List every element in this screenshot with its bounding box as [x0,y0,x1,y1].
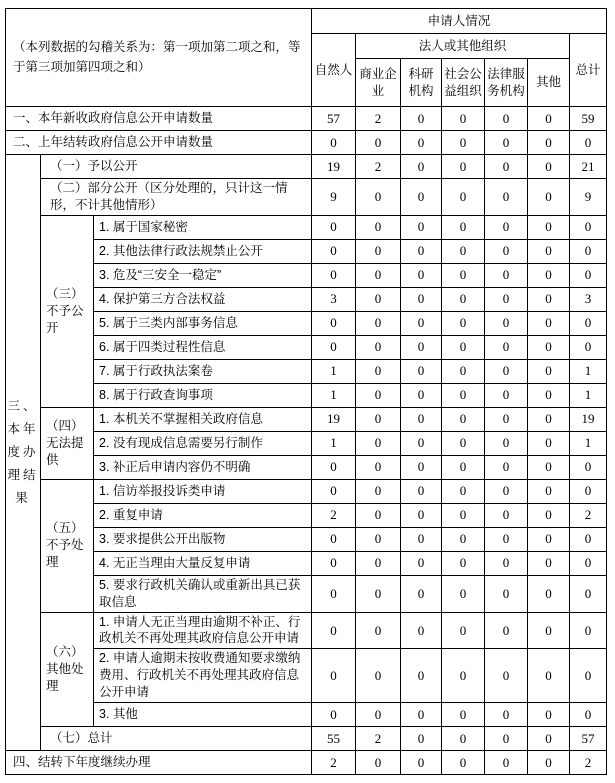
value-cell: 0 [401,479,442,503]
value-cell: 0 [356,455,401,479]
value-cell: 0 [356,503,401,527]
value-cell: 59 [570,107,607,131]
value-cell: 2 [356,155,401,179]
value-cell: 19 [312,155,356,179]
value-cell: 0 [570,702,607,726]
row-unavailable-not-held [6,407,607,431]
value-cell: 0 [528,527,570,551]
row-other-overdue-correction [6,612,607,649]
value-cell: 0 [570,311,607,335]
value-cell: 0 [570,239,607,263]
value-cell: 0 [401,155,442,179]
value-cell: 0 [356,407,401,431]
value-cell: 0 [528,455,570,479]
header-org-research: 科研机构 [401,59,442,107]
value-cell: 0 [528,311,570,335]
value-cell: 0 [570,551,607,575]
value-cell: 0 [401,287,442,311]
value-cell: 0 [528,383,570,407]
row-label-denied-state-secret: 1. 属于国家秘密 [94,215,312,239]
row-label-notprocessed-confirm-obtained: 5. 要求行政机关确认或重新出具已获取信息 [94,575,312,612]
section-label-annual-results: 三、本年度办理结果 [6,155,41,751]
value-cell: 0 [570,479,607,503]
value-cell: 0 [485,335,528,359]
value-cell: 0 [401,612,442,649]
value-cell: 0 [442,575,485,612]
value-cell: 0 [401,215,442,239]
row-label-notprocessed-publications: 3. 要求提供公开出版物 [94,527,312,551]
group-label-not-processed: （五）不予处理 [41,479,94,612]
value-cell: 0 [442,239,485,263]
row-granted-partial [6,179,607,216]
value-cell: 0 [312,215,356,239]
value-cell: 0 [401,431,442,455]
row-new-requests [6,107,607,131]
value-cell: 0 [528,726,570,750]
value-cell: 0 [312,551,356,575]
value-cell: 0 [356,431,401,455]
value-cell: 2 [312,503,356,527]
value-cell: 0 [442,407,485,431]
value-cell: 0 [356,131,401,155]
value-cell: 0 [356,551,401,575]
row-denied-process-info [6,335,607,359]
value-cell: 0 [485,431,528,455]
value-cell: 0 [442,750,485,774]
row-notprocessed-repeated [6,551,607,575]
value-cell: 19 [570,407,607,431]
value-cell: 0 [401,527,442,551]
value-cell: 57 [570,726,607,750]
value-cell: 1 [312,431,356,455]
header-natural-person: 自然人 [312,34,356,107]
value-cell: 0 [570,263,607,287]
value-cell: 0 [570,649,607,703]
row-label-granted-full: （一）予以公开 [41,155,312,179]
value-cell: 0 [312,575,356,612]
value-cell: 0 [485,527,528,551]
row-label-denied-process-info: 6. 属于四类过程性信息 [94,335,312,359]
value-cell: 0 [528,155,570,179]
row-label-denied-internal-affairs: 5. 属于三类内部事务信息 [94,311,312,335]
value-cell: 0 [528,215,570,239]
row-label-granted-partial: （二）部分公开（区分处理的，只计这一情形，不计其他情形） [41,179,312,216]
value-cell: 0 [485,503,528,527]
row-other-overdue-payment [6,649,607,703]
value-cell: 0 [356,649,401,703]
row-other-other [6,702,607,726]
value-cell: 0 [401,335,442,359]
value-cell: 0 [485,263,528,287]
value-cell: 0 [356,263,401,287]
value-cell: 0 [528,649,570,703]
value-cell: 0 [356,239,401,263]
value-cell: 0 [401,649,442,703]
value-cell: 19 [312,407,356,431]
value-cell: 0 [528,750,570,774]
row-label-denied-law-prohibited: 2. 其他法律行政法规禁止公开 [94,239,312,263]
value-cell: 0 [312,649,356,703]
value-cell: 0 [356,215,401,239]
value-cell: 0 [485,407,528,431]
value-cell: 0 [442,455,485,479]
value-cell: 0 [442,287,485,311]
row-label-denied-enforcement-files: 7. 属于行政执法案卷 [94,359,312,383]
value-cell: 0 [485,359,528,383]
row-label-carryover-prev-year: 二、上年结转政府信息公开申请数量 [6,131,312,155]
row-label-unavailable-needs-creation: 2. 没有现成信息需要另行制作 [94,431,312,455]
value-cell: 0 [570,131,607,155]
row-denied-enforcement-files [6,359,607,383]
row-denied-law-prohibited [6,239,607,263]
row-denied-safety-stability [6,263,607,287]
value-cell: 0 [442,215,485,239]
value-cell: 0 [401,383,442,407]
value-cell: 0 [356,479,401,503]
value-cell: 0 [442,263,485,287]
value-cell: 0 [442,612,485,649]
value-cell: 0 [528,702,570,726]
value-cell: 0 [570,455,607,479]
row-carryover-next-year [6,750,607,774]
value-cell: 0 [570,612,607,649]
value-cell: 0 [401,107,442,131]
value-cell: 0 [570,215,607,239]
value-cell: 0 [401,311,442,335]
value-cell: 0 [442,107,485,131]
value-cell: 0 [485,649,528,703]
value-cell: 0 [485,179,528,216]
value-cell: 0 [528,407,570,431]
row-label-other-overdue-payment: 2. 申请人逾期未按收费通知要求缴纳费用、行政机关不再处理其政府信息公开申请 [94,649,312,703]
value-cell: 0 [401,179,442,216]
value-cell: 0 [442,479,485,503]
value-cell: 0 [442,383,485,407]
value-cell: 0 [356,702,401,726]
value-cell: 0 [528,575,570,612]
header-org-commercial: 商业企业 [356,59,401,107]
value-cell: 0 [528,239,570,263]
row-label-denied-third-party-rights: 4. 保护第三方合法权益 [94,287,312,311]
value-cell: 0 [485,239,528,263]
value-cell: 0 [356,335,401,359]
value-cell: 0 [401,407,442,431]
group-label-unavailable: （四）无法提供 [41,407,94,479]
value-cell: 55 [312,726,356,750]
group-label-denied: （三）不予公开 [41,215,94,407]
value-cell: 0 [401,726,442,750]
row-denied-internal-affairs [6,311,607,335]
row-unavailable-needs-creation [6,431,607,455]
reconciliation-note: （本列数据的勾稽关系为：第一项加第二项之和，等于第三项加第四项之和） [6,9,312,107]
value-cell: 0 [401,239,442,263]
value-cell: 0 [356,527,401,551]
row-label-new-requests: 一、本年新收政府信息公开申请数量 [6,107,312,131]
value-cell: 1 [570,383,607,407]
value-cell: 0 [442,503,485,527]
header-legal-org: 法人或其他组织 [356,34,570,59]
value-cell: 0 [485,455,528,479]
value-cell: 0 [442,155,485,179]
value-cell: 0 [442,527,485,551]
header-row-applicant [6,9,607,34]
value-cell: 0 [356,383,401,407]
value-cell: 21 [570,155,607,179]
value-cell: 0 [528,107,570,131]
value-cell: 9 [570,179,607,216]
row-unavailable-unclear [6,455,607,479]
header-applicant-situation: 申请人情况 [312,9,607,34]
value-cell: 0 [485,702,528,726]
value-cell: 0 [570,335,607,359]
group-label-other-handling: （六）其他处理 [41,612,94,726]
value-cell: 0 [442,649,485,703]
row-label-notprocessed-repeated: 4. 无正当理由大量反复申请 [94,551,312,575]
value-cell: 0 [401,551,442,575]
value-cell: 0 [312,479,356,503]
row-label-denied-safety-stability: 3. 危及“三安全一稳定” [94,263,312,287]
value-cell: 0 [485,750,528,774]
value-cell: 0 [485,479,528,503]
row-label-notprocessed-petition: 1. 信访举报投诉类申请 [94,479,312,503]
header-org-other: 其他 [528,59,570,107]
value-cell: 0 [401,750,442,774]
value-cell: 1 [570,431,607,455]
row-denied-state-secret [6,215,607,239]
row-subtotal [6,726,607,750]
value-cell: 0 [401,455,442,479]
row-notprocessed-confirm-obtained [6,575,607,612]
value-cell: 0 [312,311,356,335]
header-org-legal-service: 法律服务机构 [485,59,528,107]
value-cell: 0 [485,155,528,179]
value-cell: 0 [528,179,570,216]
value-cell: 2 [312,750,356,774]
value-cell: 1 [570,359,607,383]
value-cell: 0 [312,612,356,649]
value-cell: 0 [442,179,485,216]
value-cell: 2 [570,750,607,774]
value-cell: 0 [442,726,485,750]
value-cell: 0 [401,263,442,287]
value-cell: 0 [528,612,570,649]
row-notprocessed-duplicate [6,503,607,527]
row-notprocessed-petition [6,479,607,503]
value-cell: 9 [312,179,356,216]
value-cell: 0 [528,287,570,311]
row-label-unavailable-not-held: 1. 本机关不掌握相关政府信息 [94,407,312,431]
row-denied-third-party-rights [6,287,607,311]
value-cell: 3 [570,287,607,311]
value-cell: 0 [312,527,356,551]
value-cell: 2 [570,503,607,527]
value-cell: 0 [528,479,570,503]
row-denied-admin-query [6,383,607,407]
value-cell: 0 [312,335,356,359]
value-cell: 0 [485,215,528,239]
value-cell: 0 [312,455,356,479]
value-cell: 0 [442,131,485,155]
value-cell: 0 [356,612,401,649]
row-label-notprocessed-duplicate: 2. 重复申请 [94,503,312,527]
value-cell: 0 [356,287,401,311]
value-cell: 0 [442,311,485,335]
value-cell: 0 [356,750,401,774]
value-cell: 0 [442,551,485,575]
row-label-other-other: 3. 其他 [94,702,312,726]
row-carryover-prev-year [6,131,607,155]
value-cell: 0 [485,551,528,575]
value-cell: 0 [528,263,570,287]
value-cell: 3 [312,287,356,311]
value-cell: 0 [356,575,401,612]
value-cell: 0 [570,527,607,551]
value-cell: 0 [312,131,356,155]
value-cell: 0 [528,431,570,455]
row-label-other-overdue-correction: 1. 申请人无正当理由逾期不补正、行政机关不再处理其政府信息公开申请 [94,612,312,649]
value-cell: 57 [312,107,356,131]
row-label-subtotal: （七）总计 [41,726,312,750]
value-cell: 0 [528,335,570,359]
row-label-unavailable-unclear: 3. 补正后申请内容仍不明确 [94,455,312,479]
value-cell: 0 [485,612,528,649]
value-cell: 2 [356,107,401,131]
value-cell: 0 [356,359,401,383]
header-org-public-welfare: 社会公益组织 [442,59,485,107]
value-cell: 0 [401,702,442,726]
row-granted-full [6,155,607,179]
value-cell: 0 [312,263,356,287]
value-cell: 0 [485,575,528,612]
value-cell: 0 [401,575,442,612]
row-label-denied-admin-query: 8. 属于行政查询事项 [94,383,312,407]
value-cell: 0 [442,359,485,383]
value-cell: 0 [401,359,442,383]
value-cell: 0 [356,311,401,335]
value-cell: 0 [485,311,528,335]
value-cell: 0 [485,726,528,750]
row-notprocessed-publications [6,527,607,551]
value-cell: 2 [356,726,401,750]
value-cell: 0 [570,575,607,612]
value-cell: 0 [401,131,442,155]
value-cell: 0 [442,702,485,726]
value-cell: 0 [485,383,528,407]
header-total: 总计 [570,34,607,107]
value-cell: 1 [312,359,356,383]
value-cell: 0 [528,551,570,575]
value-cell: 0 [442,335,485,359]
value-cell: 0 [442,431,485,455]
value-cell: 1 [312,383,356,407]
value-cell: 0 [485,131,528,155]
value-cell: 0 [312,239,356,263]
value-cell: 0 [312,702,356,726]
value-cell: 0 [401,503,442,527]
value-cell: 0 [485,107,528,131]
value-cell: 0 [528,503,570,527]
value-cell: 0 [528,359,570,383]
value-cell: 0 [356,179,401,216]
value-cell: 0 [528,131,570,155]
disclosure-requests-table [5,8,607,775]
value-cell: 0 [485,287,528,311]
row-label-carryover-next-year: 四、结转下年度继续办理 [6,750,312,774]
